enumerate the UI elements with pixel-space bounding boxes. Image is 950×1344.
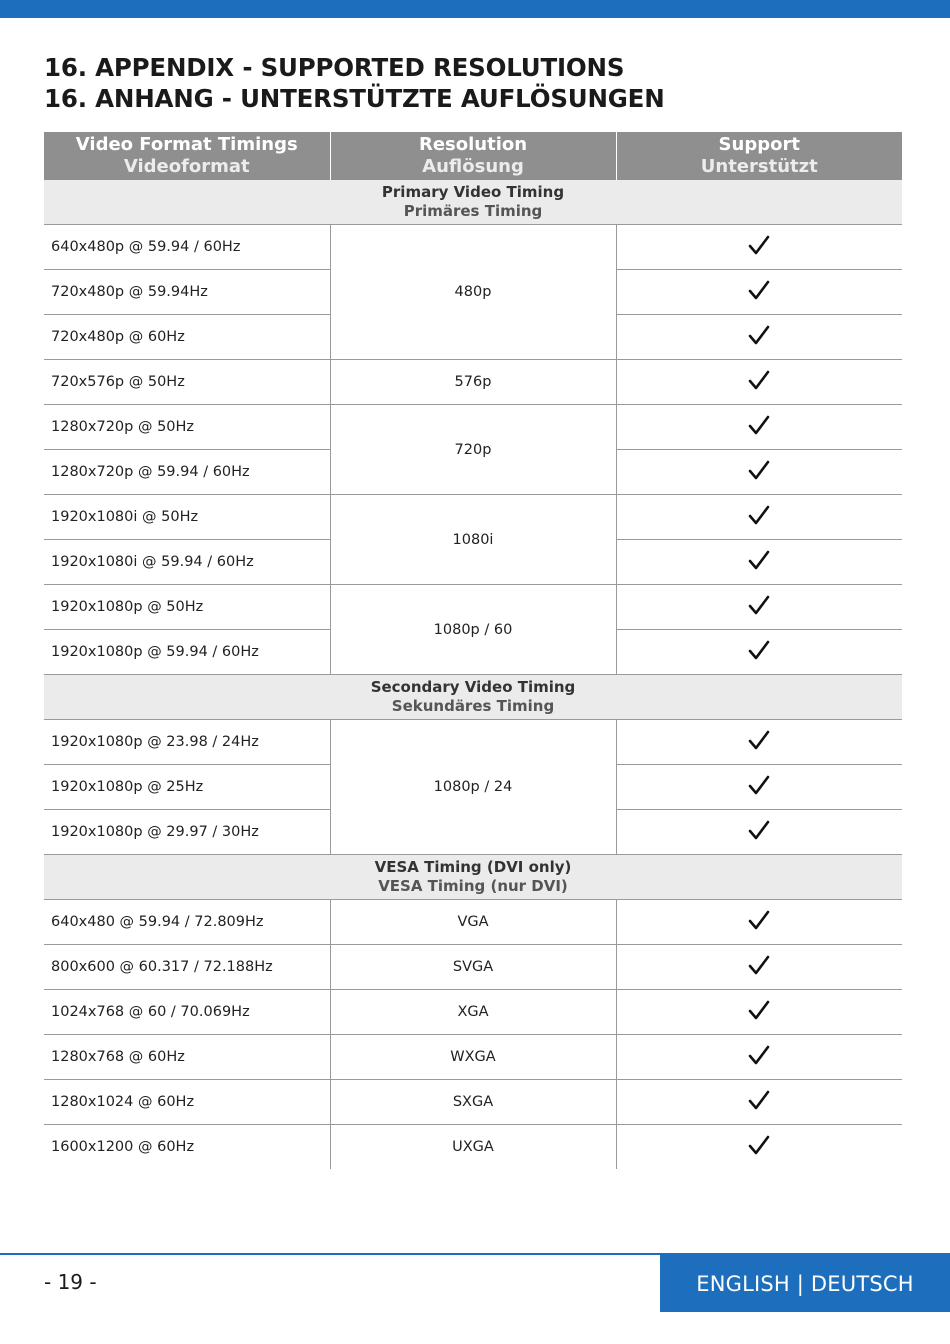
support-cell: [616, 1035, 902, 1080]
support-cell: [616, 315, 902, 360]
checkmark-icon: [748, 999, 770, 1021]
table-row: [44, 585, 902, 630]
checkmark-icon: [748, 279, 770, 301]
section-title: Secondary Video Timing Sekundäres Timing: [44, 675, 902, 720]
header-support: Support Unterstützt: [616, 132, 902, 180]
format-cell: 720x480p @ 60Hz: [44, 315, 330, 360]
resolution-cell: WXGA: [330, 1035, 616, 1080]
table-row: [44, 1035, 902, 1080]
table-row: [44, 720, 902, 765]
checkmark-icon: [748, 324, 770, 346]
format-cell: 1280x720p @ 50Hz: [44, 405, 330, 450]
section-title: VESA Timing (DVI only) VESA Timing (nur DVI): [44, 855, 902, 900]
format-cell: 1920x1080i @ 59.94 / 60Hz: [44, 540, 330, 585]
section-header-row: [44, 180, 902, 225]
top-accent-bar: [0, 0, 950, 18]
table-row: [44, 360, 902, 405]
format-cell: 1280x768 @ 60Hz: [44, 1035, 330, 1080]
support-cell: [616, 225, 902, 270]
support-cell: [616, 270, 902, 315]
table-row: [44, 990, 902, 1035]
section-header-row: [44, 675, 902, 720]
table-body: [44, 180, 902, 1169]
support-cell: [616, 990, 902, 1035]
checkmark-icon: [748, 234, 770, 256]
support-cell: [616, 945, 902, 990]
checkmark-icon: [748, 954, 770, 976]
support-cell: [616, 630, 902, 675]
format-cell: 1920x1080p @ 23.98 / 24Hz: [44, 720, 330, 765]
format-cell: 640x480p @ 59.94 / 60Hz: [44, 225, 330, 270]
support-cell: [616, 810, 902, 855]
support-cell: [616, 720, 902, 765]
resolution-cell: SVGA: [330, 945, 616, 990]
checkmark-icon: [748, 459, 770, 481]
checkmark-icon: [748, 819, 770, 841]
format-cell: 1920x1080p @ 25Hz: [44, 765, 330, 810]
resolution-cell: XGA: [330, 990, 616, 1035]
format-cell: 1024x768 @ 60 / 70.069Hz: [44, 990, 330, 1035]
checkmark-icon: [748, 1044, 770, 1066]
format-cell: 1280x720p @ 59.94 / 60Hz: [44, 450, 330, 495]
support-cell: [616, 540, 902, 585]
format-cell: 1600x1200 @ 60Hz: [51, 1139, 195, 1155]
language-label: ENGLISH | DEUTSCH: [660, 1255, 950, 1312]
resolution-cell: SXGA: [330, 1080, 616, 1125]
support-cell: [616, 360, 902, 405]
support-cell: [616, 1080, 902, 1125]
format-cell: 1920x1080p @ 29.97 / 30Hz: [44, 810, 330, 855]
table-row: [44, 900, 902, 945]
table-header-row: [44, 132, 902, 180]
title-german: 16. ANHANG - UNTERSTÜTZTE AUFLÖSUNGEN: [44, 84, 665, 113]
support-cell: [616, 405, 902, 450]
format-cell: 1920x1080i @ 50Hz: [44, 495, 330, 540]
resolution-cell: UXGA: [330, 1125, 616, 1170]
support-cell: [616, 585, 902, 630]
table-row: [44, 945, 902, 990]
checkmark-icon: [748, 639, 770, 661]
support-cell: [616, 900, 902, 945]
table-row: [44, 405, 902, 450]
table-row: [44, 1125, 902, 1170]
resolution-cell: 576p: [330, 360, 616, 405]
resolution-cell: VGA: [330, 900, 616, 945]
checkmark-icon: [748, 909, 770, 931]
table-row: [44, 495, 902, 540]
checkmark-icon: [748, 369, 770, 391]
page-title: [44, 52, 665, 114]
page-number: - 19 -: [44, 1270, 97, 1294]
supported-resolutions-table: [44, 132, 902, 1169]
support-cell: [616, 765, 902, 810]
format-cell: 1920x1080p @ 50Hz: [44, 585, 330, 630]
format-cell: 640x480 @ 59.94 / 72.809Hz: [44, 900, 330, 945]
format-cell: 1280x1024 @ 60Hz: [44, 1080, 330, 1125]
checkmark-icon: [748, 504, 770, 526]
table-row: [44, 1080, 902, 1125]
resolution-cell: 720p: [330, 405, 616, 495]
resolution-cell: 1080p / 60: [330, 585, 616, 675]
format-cell: 720x576p @ 50Hz: [44, 360, 330, 405]
section-header-row: [44, 855, 902, 900]
resolution-cell: 480p: [330, 225, 616, 360]
table-row: [44, 225, 902, 270]
section-title: Primary Video Timing Primäres Timing: [44, 180, 902, 225]
resolution-cell: 1080p / 24: [330, 720, 616, 855]
checkmark-icon: [748, 774, 770, 796]
resolution-cell: 1080i: [330, 495, 616, 585]
checkmark-icon: [748, 1089, 770, 1111]
format-cell: 800x600 @ 60.317 / 72.188Hz: [44, 945, 330, 990]
checkmark-icon: [748, 1134, 770, 1156]
header-video-format: Video Format Timings Videoformat: [44, 132, 330, 180]
format-cell: 1920x1080p @ 59.94 / 60Hz: [44, 630, 330, 675]
title-english: 16. APPENDIX - SUPPORTED RESOLUTIONS: [44, 53, 625, 82]
checkmark-icon: [748, 414, 770, 436]
support-cell: [616, 450, 902, 495]
checkmark-icon: [748, 729, 770, 751]
support-cell: [616, 495, 902, 540]
header-resolution: Resolution Auflösung: [330, 132, 616, 180]
support-cell: [616, 1125, 902, 1170]
format-cell: 720x480p @ 59.94Hz: [44, 270, 330, 315]
checkmark-icon: [748, 549, 770, 571]
checkmark-icon: [748, 594, 770, 616]
